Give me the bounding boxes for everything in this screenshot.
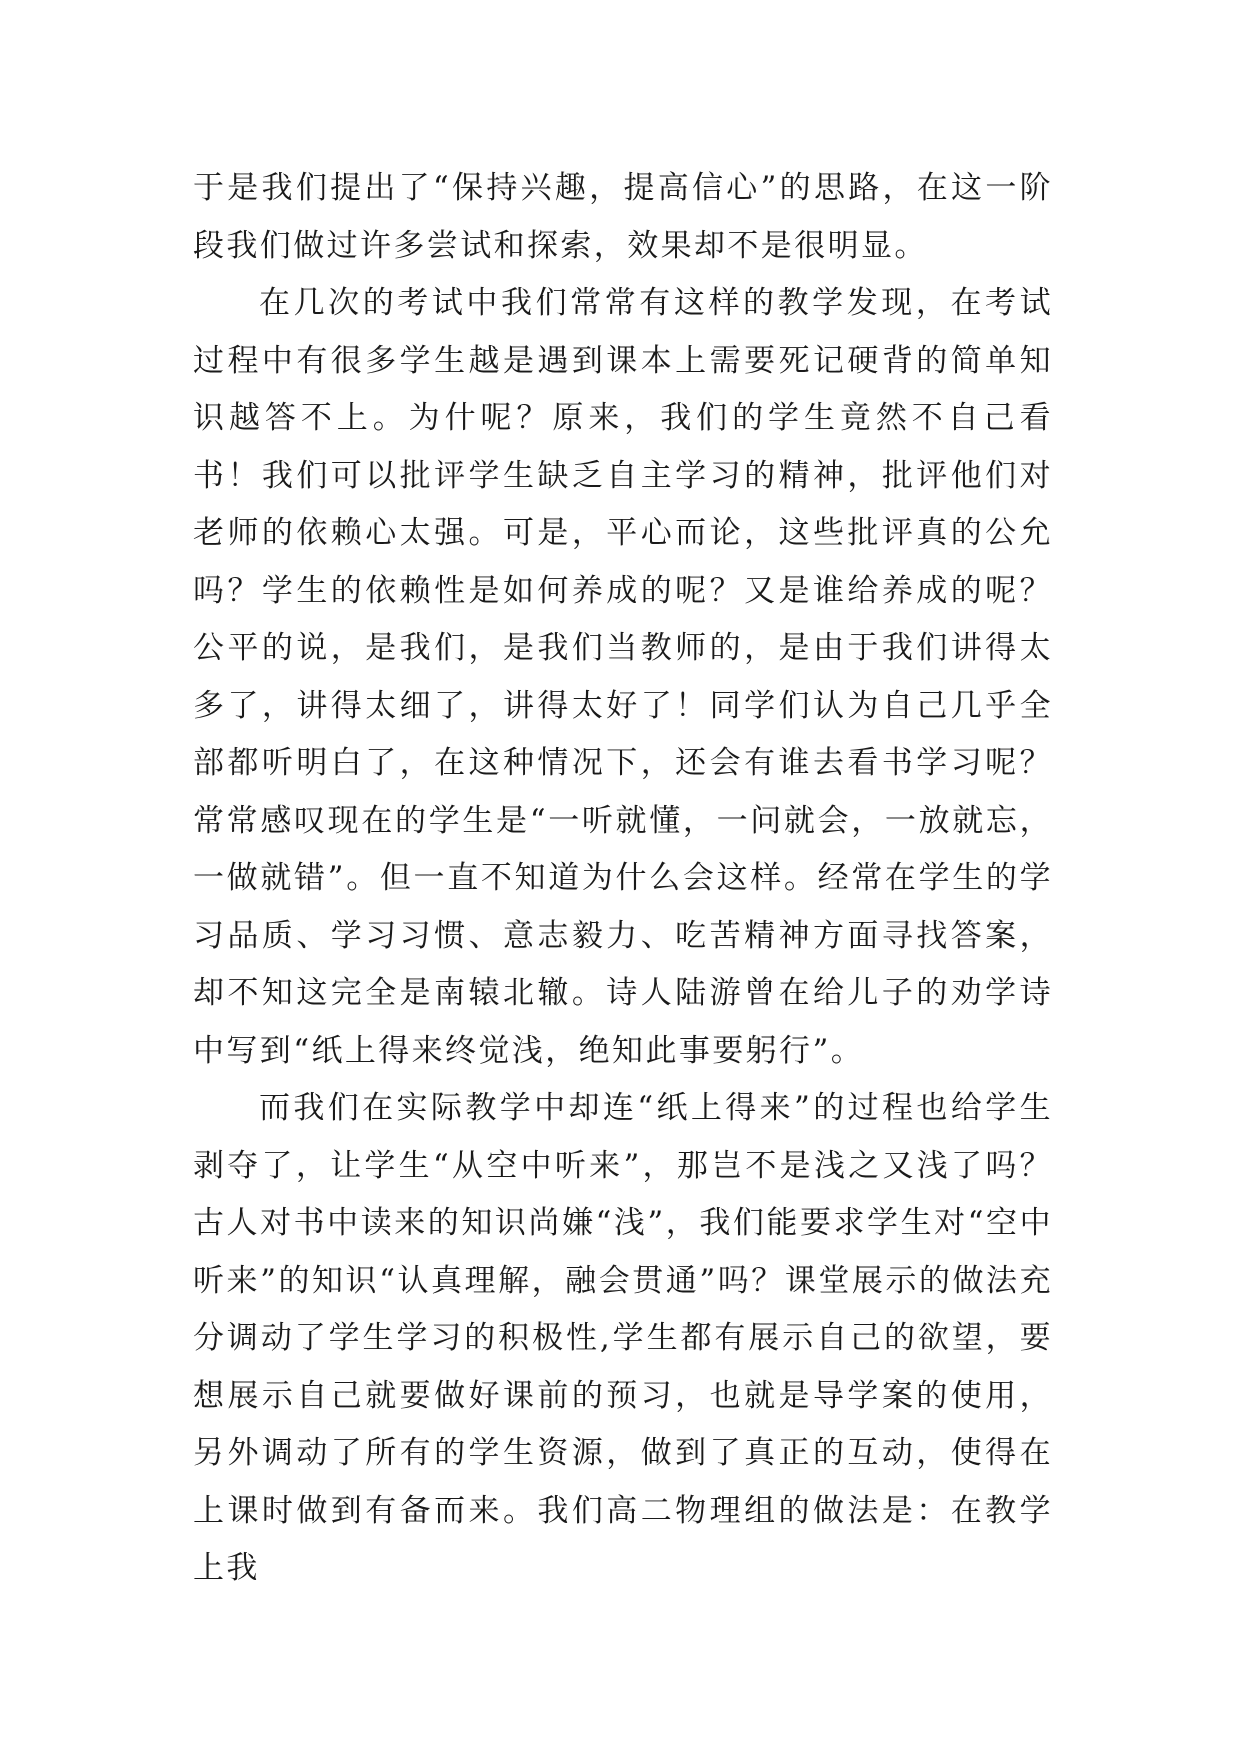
document-page — [193, 160, 1053, 1598]
paragraph-2: 在几次的考试中我们常常有这样的教学发现，在考试过程中有很多学生越是遇到课本上需要死记硬背的简单知识越答不上。为什呢？原来，我们的学生竟然不自己看书！我们可以批评学生缺乏自主学习的精神，批评他们对老师的依赖心太强。可是，平心而论，这些批评真的公允吗？学生的依赖性是如何养成的呢？又是谁给养成的呢？公平的说，是我们，是我们当教师的，是由于我们讲得太多了，讲得太细了，讲得太好了！同学们认为自己几乎全部都听明白了，在这种情况下，还会有谁去看书学习呢？ 常常感叹现在的学生是“一听就懂，一问就会，一放就忘，一做就错”。但一直不知道为什么会这样。经常在学生的学习品质、学习习惯、意志毅力、吃苦精神方面寻找答案，却不知这完全是南辕北辙。诗人陆游曾在给儿子的劝学诗中写到“纸上得来终觉浅，绝知此事要躬行”。 — [193, 285, 1053, 1069]
paragraph-1: 于是我们提出了“保持兴趣，提高信心”的思路，在这一阶段我们做过许多尝试和探索，效果却不是很明显。 — [193, 170, 1053, 264]
paragraph-3: 而我们在实际教学中却连“纸上得来”的过程也给学生剥夺了，让学生“从空中听来”，那岂不是浅之又浅了吗？古人对书中读来的知识尚嫌“浅”，我们能要求学生对“空中听来”的知识“认真理解，融会贯通”吗？课堂展示的做法充分调动了学生学习的积极性,学生都有展示自己的欲望，要想展示自己就要做好课前的预习，也就是导学案的使用，另外调动了所有的学生资源，做到了真正的互动，使得在上课时做到有备而来。我们高二物理组的做法是：在教学上我 — [193, 1090, 1053, 1586]
